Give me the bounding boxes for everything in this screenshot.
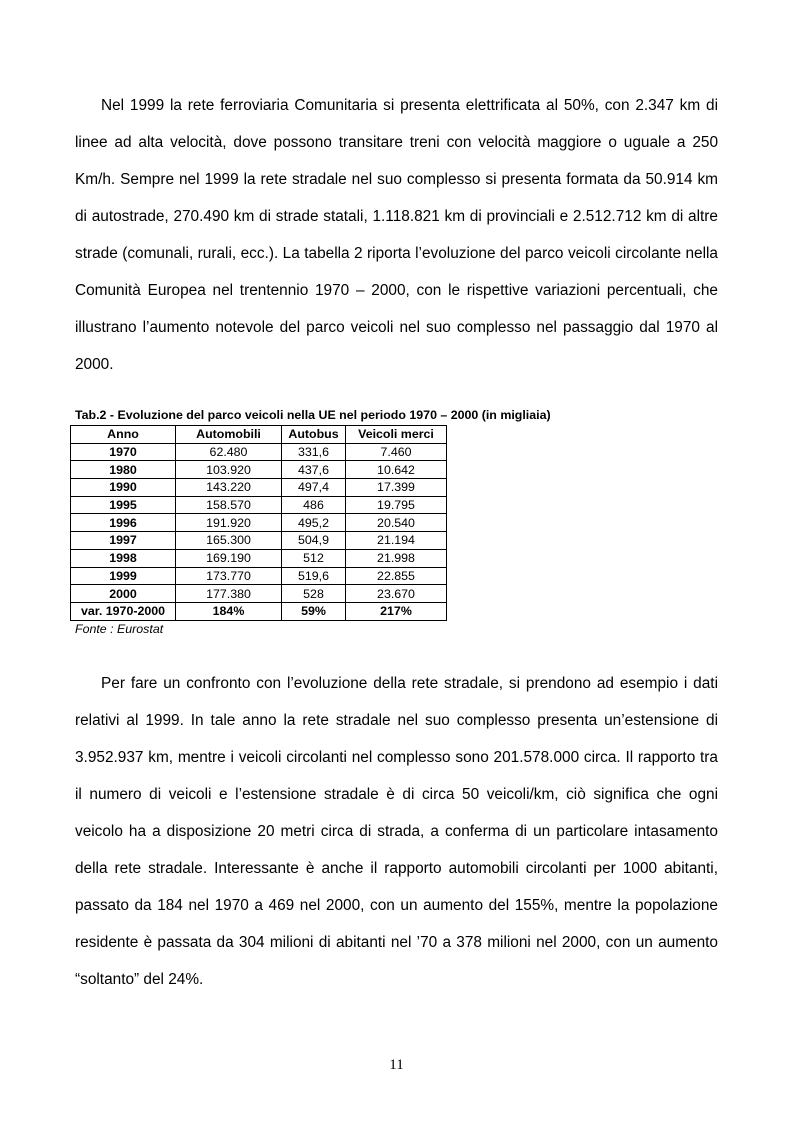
cell-automobili: 173.770	[176, 567, 282, 585]
cell-veicoli-merci: 22.855	[346, 567, 447, 585]
cell-year: 1990	[71, 479, 176, 497]
page-number: 11	[389, 1057, 404, 1073]
header-veicoli-merci: Veicoli merci	[346, 426, 447, 444]
paragraph-rete-ferroviaria: Nel 1999 la rete ferroviaria Comunitaria si presenta elettrificata al 50%, con 2.347 km di linee ad alta velocità, dove possono transitare treni con velocità maggiore o uguale a 250 Km/h. Sempre nel 1999 la rete stradale nel suo complesso si presenta formata da 50.914 km di autostrade, 270.490 km di strade statali, 1.118.821 km di provinciali e 2.512.712 km di altre strade (comunali, rurali, ecc.). La tabella 2 riporta l’evoluzione del parco veicoli circolante nella Comunità Europea nel trentennio 1970 – 2000, con le rispettive variazioni percentuali, che illustrano l’aumento notevole del parco veicoli nel suo complesso nel passaggio dal 1970 al 2000.	[75, 97, 718, 373]
cell-automobili: 62.480	[176, 443, 282, 461]
table-row-variation	[71, 602, 447, 620]
cell-autobus: 495,2	[282, 514, 346, 532]
table-row	[71, 443, 447, 461]
cell-year: 2000	[71, 585, 176, 603]
cell-veicoli-merci: 19.795	[346, 496, 447, 514]
cell-veicoli-merci: 217%	[346, 602, 447, 620]
table-row	[71, 549, 447, 567]
table-row	[71, 461, 447, 479]
cell-veicoli-merci: 23.670	[346, 585, 447, 603]
paragraph-confronto: Per fare un confronto con l’evoluzione della rete stradale, si prendono ad esempio i dati relativi al 1999. In tale anno la rete stradale nel suo complesso presenta un’estensione di 3.952.937 km, mentre i veicoli circolanti nel complesso sono 201.578.000 circa. Il rapporto tra il numero di veicoli e l’estensione stradale è di circa 50 veicoli/km, ciò significa che ogni veicolo ha a disposizione 20 metri circa di strada, a conferma di un particolare intasamento della rete stradale. Interessante è anche il rapporto automobili circolanti per 1000 abitanti, passato da 184 nel 1970 a 469 nel 2000, con un aumento del 155%, mentre la popolazione residente è passata da 304 milioni di abitanti nel ’70 a 378 milioni nel 2000, con un aumento “soltanto” del 24%.	[75, 675, 718, 988]
cell-automobili: 177.380	[176, 585, 282, 603]
cell-year: 1970	[71, 443, 176, 461]
cell-automobili: 169.190	[176, 549, 282, 567]
cell-veicoli-merci: 7.460	[346, 443, 447, 461]
cell-automobili: 165.300	[176, 532, 282, 550]
cell-year: 1999	[71, 567, 176, 585]
cell-veicoli-merci: 10.642	[346, 461, 447, 479]
cell-variation-label: var. 1970-2000	[71, 602, 176, 620]
cell-autobus: 437,6	[282, 461, 346, 479]
table-caption: Tab.2 - Evoluzione del parco veicoli nella UE nel periodo 1970 – 2000 (in migliaia)	[75, 408, 551, 422]
header-automobili: Automobili	[176, 426, 282, 444]
cell-autobus: 512	[282, 549, 346, 567]
header-autobus: Autobus	[282, 426, 346, 444]
cell-automobili: 143.220	[176, 479, 282, 497]
table-row	[71, 585, 447, 603]
table-row	[71, 532, 447, 550]
cell-veicoli-merci: 17.399	[346, 479, 447, 497]
cell-year: 1996	[71, 514, 176, 532]
cell-year: 1997	[71, 532, 176, 550]
cell-autobus: 59%	[282, 602, 346, 620]
cell-year: 1998	[71, 549, 176, 567]
table-header-row	[71, 426, 447, 444]
table-row	[71, 514, 447, 532]
cell-autobus: 331,6	[282, 443, 346, 461]
cell-veicoli-merci: 21.194	[346, 532, 447, 550]
cell-autobus: 519,6	[282, 567, 346, 585]
table-row	[71, 496, 447, 514]
vehicles-table	[70, 425, 447, 621]
cell-automobili: 191.920	[176, 514, 282, 532]
table-row	[71, 479, 447, 497]
cell-veicoli-merci: 20.540	[346, 514, 447, 532]
cell-autobus: 486	[282, 496, 346, 514]
cell-automobili: 158.570	[176, 496, 282, 514]
cell-veicoli-merci: 21.998	[346, 549, 447, 567]
cell-autobus: 504,9	[282, 532, 346, 550]
cell-year: 1995	[71, 496, 176, 514]
cell-autobus: 497,4	[282, 479, 346, 497]
cell-autobus: 528	[282, 585, 346, 603]
table-source: Fonte : Eurostat	[75, 622, 164, 636]
table-row	[71, 567, 447, 585]
header-anno: Anno	[71, 426, 176, 444]
cell-automobili: 103.920	[176, 461, 282, 479]
cell-automobili: 184%	[176, 602, 282, 620]
cell-year: 1980	[71, 461, 176, 479]
